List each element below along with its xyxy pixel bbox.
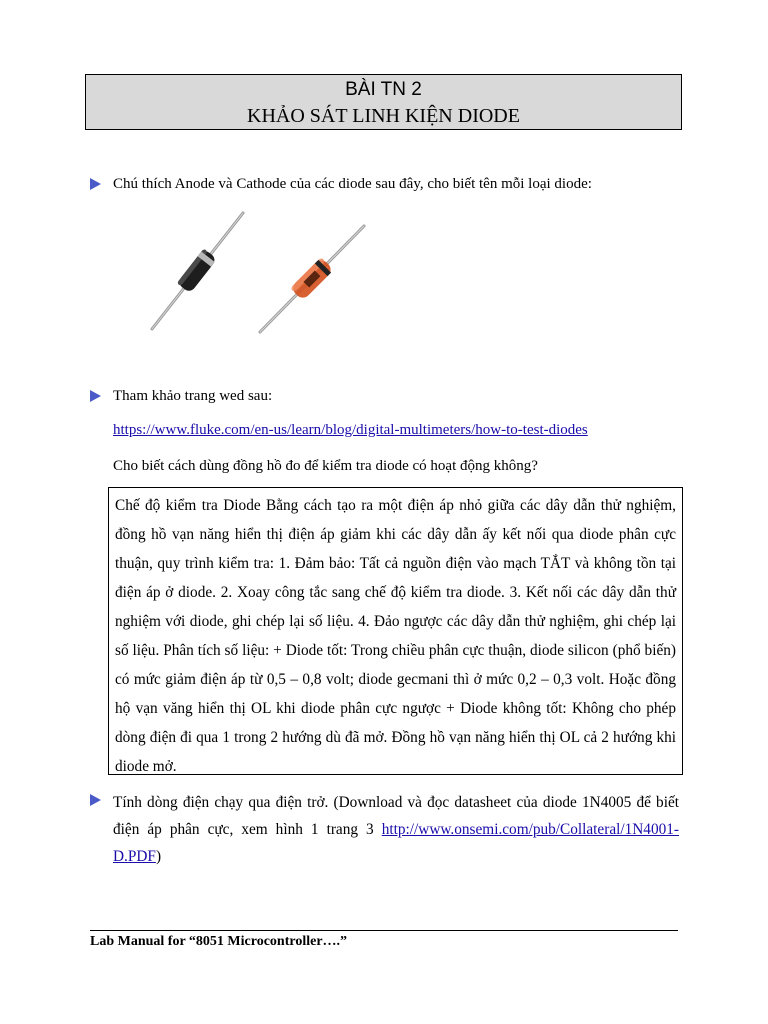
glass-diode-image [250, 218, 372, 338]
section2-question: Cho biết cách dùng đồng hồ đo để kiểm tra diode có hoạt động không? [113, 458, 538, 474]
bullet-icon [90, 390, 101, 402]
footer-text: Lab Manual for “8051 Microcontroller….” [90, 934, 348, 949]
section3-paragraph [113, 789, 679, 870]
section2-intro: Tham khảo trang wed sau: [113, 388, 273, 404]
title-box [85, 74, 682, 130]
bullet-icon [90, 794, 101, 806]
title-line-2: KHẢO SÁT LINH KIỆN DIODE [247, 105, 520, 127]
black-diode-image [140, 205, 250, 335]
section3-tail: ) [155, 848, 162, 865]
bullet-icon [90, 178, 101, 190]
answer-text: Chế độ kiểm tra Diode Bằng cách tạo ra một điện áp nhỏ giữa các dây dẫn thử nghiệm, đồng hồ vạn năng hiển thị điện áp giảm khi các dây dẫn ấy kết nối qua diode phân cực thuận, quy trình kiểm tra: 1. Đảm bảo: Tất cả nguồn điện vào mạch TẮT và không tồn tại điện áp ở diode. 2. Xoay công tắc sang chế độ kiểm tra diode. 3. Kết nối các dây dẫn thử nghiệm với diode, ghi chép lại số liệu. 4. Đảo ngược các dây dẫn thử nghiệm, ghi chép lại số liệu. Phân tích số liệu: + Diode tốt: Trong chiều phân cực thuận, diode silicon (phổ biến) có mức giảm điện áp từ 0,5 – 0,8 volt; diode gecmani thì ở mức 0,2 – 0,3 volt. Hoặc đồng hộ vạn văng hiển thị OL khi diode phân cực ngược + Diode không tốt: Không cho phép dòng điện đi qua 1 trong 2 hướng dù đã mở. Đồng hồ vạn năng hiển thị OL cả 2 hướng khi diode mở. [115, 497, 676, 775]
onsemi-link[interactable]: http://www.onsemi.com/pub/Collateral/1N4001-D.PDF [113, 821, 679, 865]
footer-divider [90, 930, 678, 931]
title-line-1: BÀI TN 2 [345, 79, 422, 100]
fluke-link[interactable]: https://www.fluke.com/en-us/learn/blog/digital-multimeters/how-to-test-diodes [113, 422, 588, 438]
section1-text: Chú thích Anode và Cathode của các diode sau đây, cho biết tên mỗi loại diode: [113, 176, 592, 192]
answer-box [108, 487, 683, 775]
section3-text: Tính dòng điện chạy qua điện trở. (Download và đọc datasheet của diode 1N4005 để biết điện áp phân cực, xem hình 1 trang 3 [113, 794, 679, 838]
